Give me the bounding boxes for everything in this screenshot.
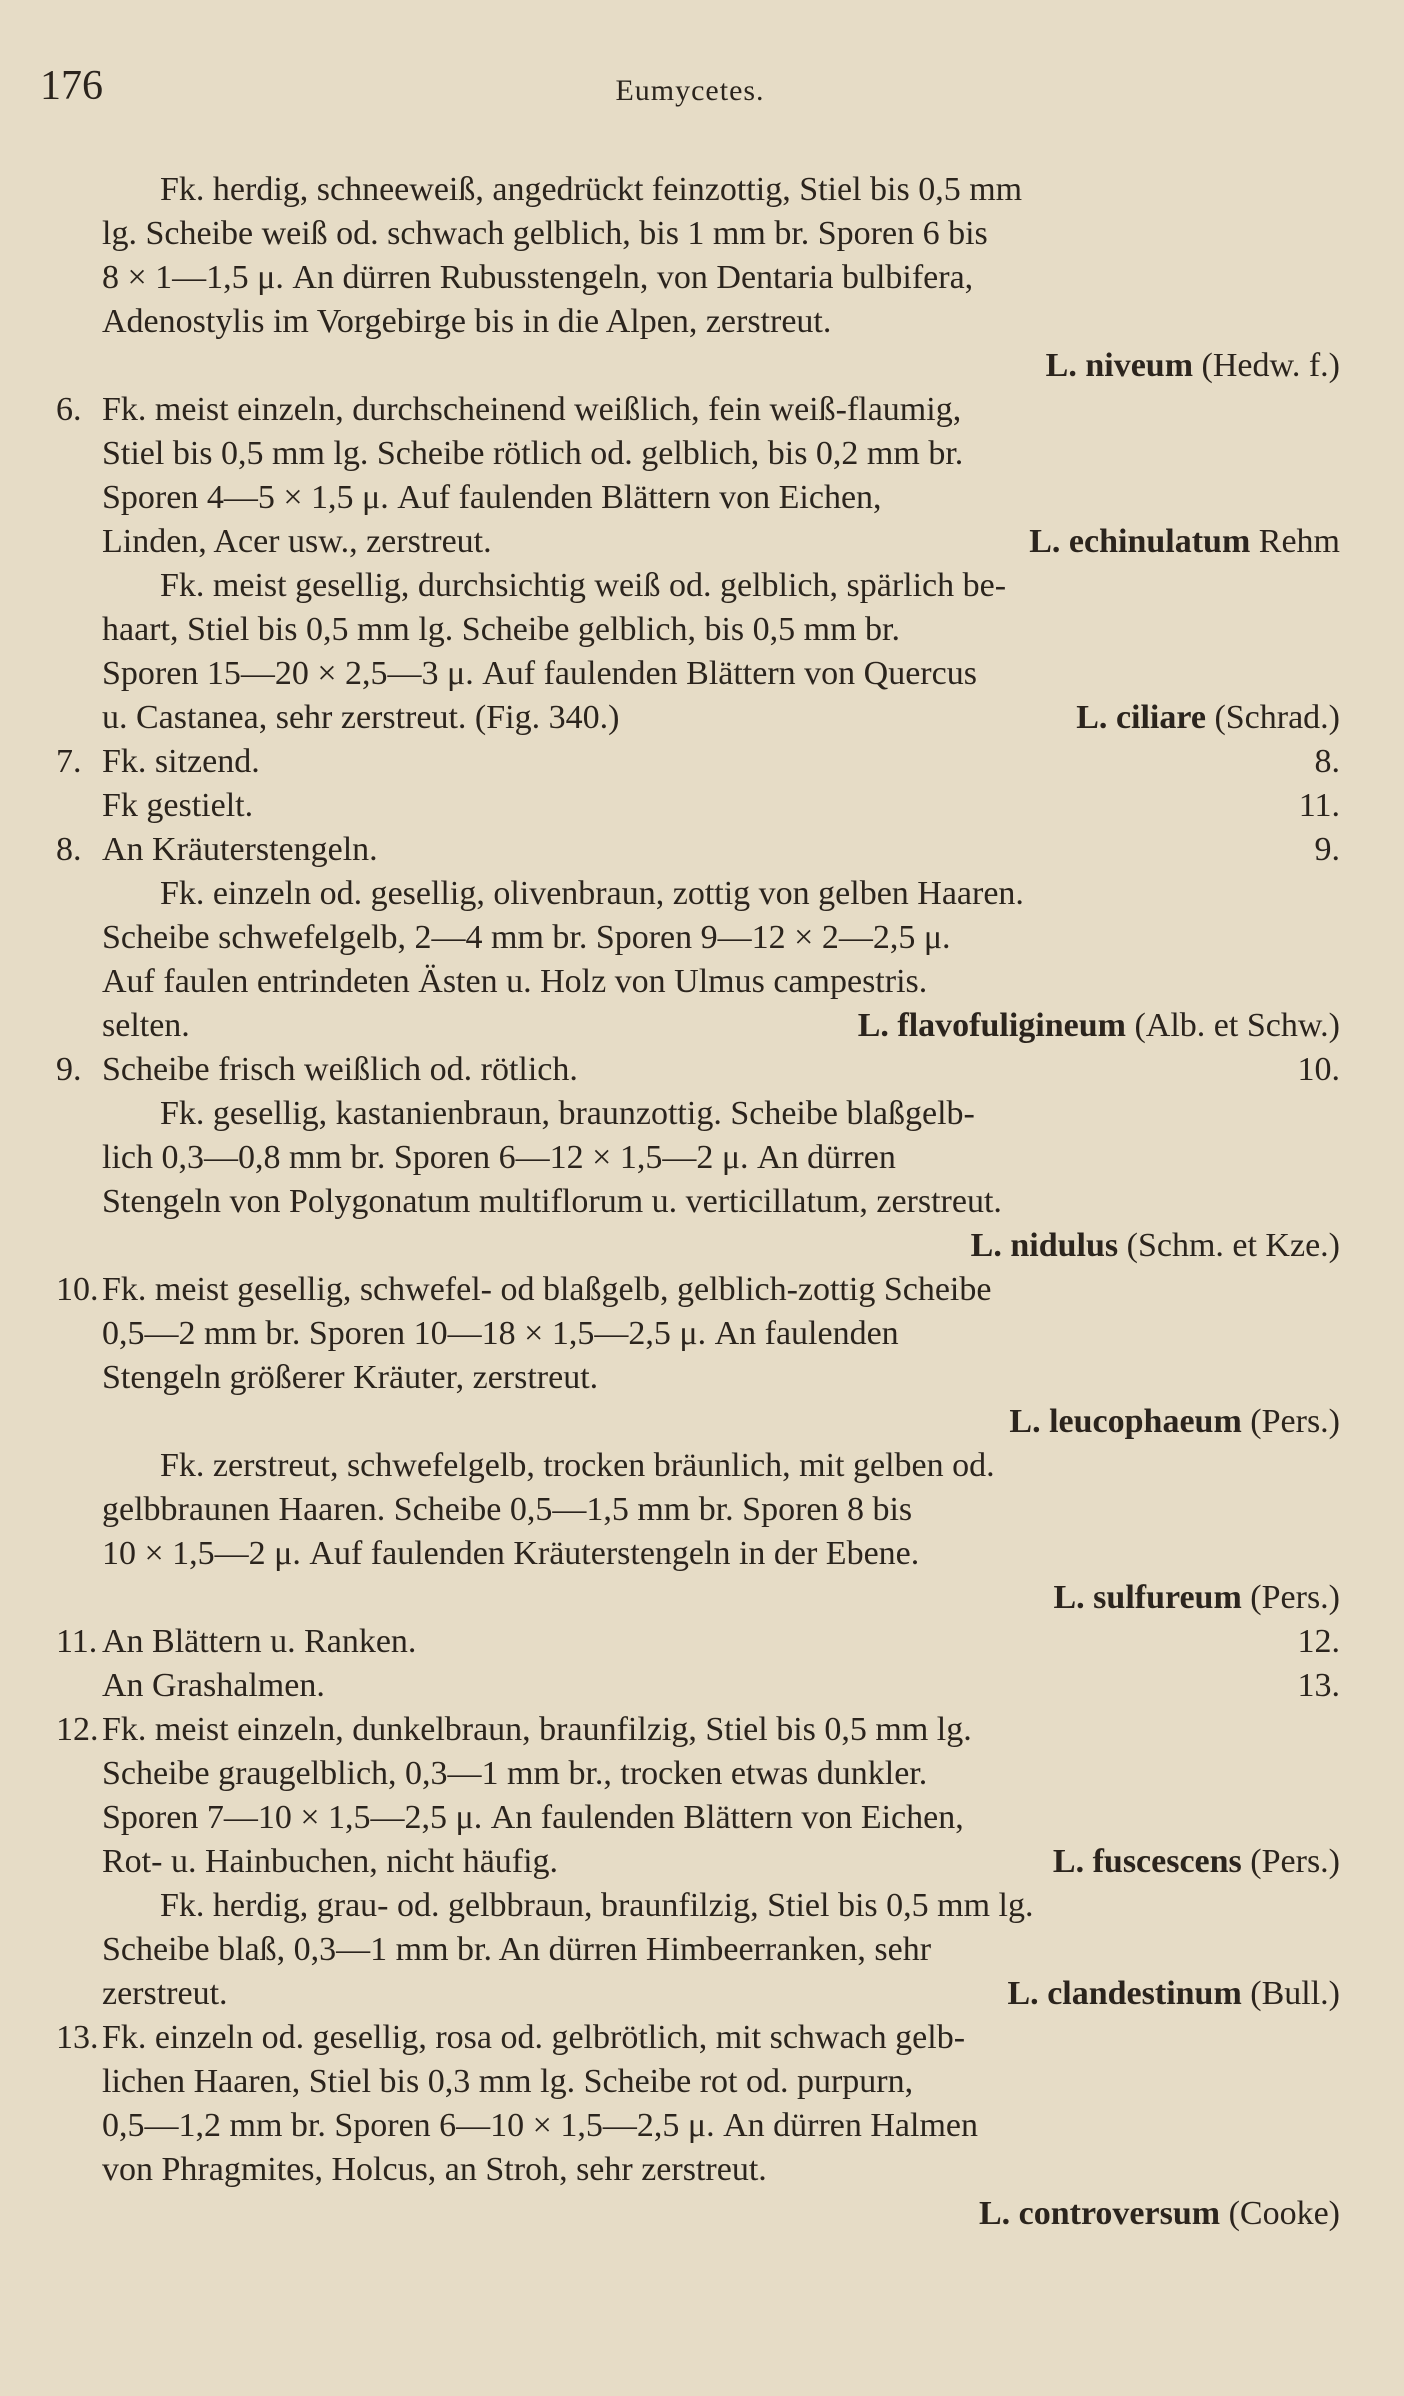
text-line bbox=[56, 1136, 1340, 1180]
species-author: (Schrad.) bbox=[1214, 699, 1340, 736]
line-text: Scheibe graugelblich, 0,3—1 mm br., trocken etwas dunkler. bbox=[102, 1755, 928, 1792]
species-name bbox=[1009, 1403, 1340, 1440]
line-text-wrap bbox=[102, 1268, 1340, 1312]
line-text-wrap bbox=[102, 1708, 1340, 1752]
text-line bbox=[56, 1400, 1340, 1444]
line-text: Fk gestielt. bbox=[102, 787, 254, 824]
line-text-wrap bbox=[102, 1752, 1340, 1796]
line-text-wrap bbox=[102, 1796, 1340, 1840]
species-author: (Alb. et Schw.) bbox=[1134, 1007, 1340, 1044]
text-line bbox=[56, 1796, 1340, 1840]
line-text: gelbbraunen Haaren. Scheibe 0,5—1,5 mm br. Sporen 8 bis bbox=[102, 1491, 913, 1528]
key-number: 9. bbox=[56, 1051, 82, 1088]
text-with-species bbox=[102, 696, 1340, 740]
genus-abbrev: L. bbox=[1009, 1403, 1041, 1440]
text-line bbox=[56, 652, 1340, 696]
line-text-wrap bbox=[102, 608, 1340, 652]
line-text: An Kräuterstengeln. bbox=[102, 831, 378, 868]
line-text: An Blättern u. Ranken. bbox=[102, 1623, 417, 1660]
text-line bbox=[56, 2148, 1340, 2192]
text-with-species bbox=[102, 1004, 1340, 1048]
text-with-species bbox=[102, 1972, 1340, 2016]
line-text: Fk. einzeln od. gesellig, olivenbraun, zottig von gelben Haaren. bbox=[160, 875, 1024, 912]
key-number: 7. bbox=[56, 743, 82, 780]
line-text-wrap bbox=[102, 2104, 1340, 2148]
line-text-wrap bbox=[102, 388, 1340, 432]
line-text-wrap bbox=[102, 256, 1340, 300]
text-line bbox=[56, 1356, 1340, 1400]
line-text: haart, Stiel bis 0,5 mm lg. Scheibe gelblich, bis 0,5 mm br. bbox=[102, 611, 900, 648]
line-text-wrap bbox=[102, 1928, 1340, 1972]
line-text-wrap bbox=[102, 916, 1340, 960]
key-number: 12. bbox=[56, 1711, 99, 1748]
genus-abbrev: L. bbox=[1029, 523, 1061, 560]
line-text: Auf faulen entrindeten Ästen u. Holz von Ulmus campestris. bbox=[102, 963, 928, 1000]
genus-abbrev: L. bbox=[1052, 1843, 1085, 1880]
text-line bbox=[56, 1092, 1340, 1136]
line-text: Sporen 7—10 × 1,5—2,5 μ. An faulenden Blättern von Eichen, bbox=[102, 1799, 964, 1836]
line-text-wrap bbox=[102, 960, 1340, 1004]
line-text: Sporen 15—20 × 2,5—3 μ. Auf faulenden Blättern von Quercus bbox=[102, 655, 977, 692]
line-text-wrap bbox=[160, 564, 1340, 608]
line-text: Fk. meist einzeln, dunkelbraun, braunfilzig, Stiel bis 0,5 mm lg. bbox=[102, 1711, 972, 1748]
genus-abbrev: L. bbox=[1076, 699, 1108, 736]
species-epithet: controversum bbox=[1018, 2195, 1221, 2232]
text-line bbox=[56, 256, 1340, 300]
line-text: Adenostylis im Vorgebirge bis in die Alpen, zerstreut. bbox=[102, 303, 832, 340]
line-text-wrap bbox=[102, 1664, 1340, 1708]
line-text: von Phragmites, Holcus, an Stroh, sehr zerstreut. bbox=[102, 2151, 767, 2188]
line-text: lg. Scheibe weiß od. schwach gelblich, bis 1 mm br. Sporen 6 bis bbox=[102, 215, 988, 252]
line-text-wrap bbox=[102, 1488, 1340, 1532]
line-text: zerstreut. bbox=[102, 1975, 228, 2012]
species-epithet: nidulus bbox=[1010, 1227, 1119, 1264]
line-text: Linden, Acer usw., zerstreut. bbox=[102, 523, 492, 560]
species-epithet: clandestinum bbox=[1047, 1975, 1242, 2012]
text-line bbox=[56, 344, 1340, 388]
line-text: An Grashalmen. bbox=[102, 1667, 325, 1704]
line-text-wrap bbox=[102, 1312, 1340, 1356]
text-line bbox=[56, 564, 1340, 608]
species-name bbox=[1046, 347, 1340, 384]
line-text: selten. bbox=[102, 1007, 190, 1044]
text-line bbox=[56, 740, 1340, 784]
species-name-line bbox=[102, 1400, 1340, 1444]
text-line bbox=[56, 1268, 1340, 1312]
species-name-line bbox=[102, 1576, 1340, 1620]
key-reference: 11. bbox=[1298, 787, 1340, 824]
text-line bbox=[56, 696, 1340, 740]
line-text: Stengeln von Polygonatum multiflorum u. verticillatum, zerstreut. bbox=[102, 1183, 1002, 1220]
page-header bbox=[40, 62, 1340, 112]
line-text: lich 0,3—0,8 mm br. Sporen 6—12 × 1,5—2 μ. An dürren bbox=[102, 1139, 896, 1176]
text-line bbox=[56, 1576, 1340, 1620]
species-epithet: leucophaeum bbox=[1049, 1403, 1242, 1440]
page-body bbox=[56, 168, 1340, 2236]
line-text: Sporen 4—5 × 1,5 μ. Auf faulenden Blättern von Eichen, bbox=[102, 479, 882, 516]
species-author: (Schm. et Kze.) bbox=[1126, 1227, 1340, 1264]
species-author: Rehm bbox=[1258, 523, 1340, 560]
text-line bbox=[56, 1972, 1340, 2016]
genus-abbrev: L. bbox=[970, 1227, 1002, 1264]
line-text: Fk. herdig, schneeweiß, angedrückt feinzottig, Stiel bis 0,5 mm bbox=[160, 171, 1023, 208]
key-number: 10. bbox=[56, 1271, 99, 1308]
text-line bbox=[56, 1884, 1340, 1928]
line-text-wrap bbox=[160, 1092, 1340, 1136]
key-reference: 8. bbox=[1314, 743, 1340, 780]
line-text: 0,5—1,2 mm br. Sporen 6—10 × 1,5—2,5 μ. An dürren Halmen bbox=[102, 2107, 978, 2144]
text-line bbox=[56, 1224, 1340, 1268]
line-text: lichen Haaren, Stiel bis 0,3 mm lg. Scheibe rot od. purpurn, bbox=[102, 2063, 914, 2100]
text-line bbox=[56, 2192, 1340, 2236]
line-text: Scheibe frisch weißlich od. rötlich. bbox=[102, 1051, 578, 1088]
line-text: Fk. meist einzeln, durchscheinend weißlich, fein weiß-flaumig, bbox=[102, 391, 962, 428]
text-line bbox=[56, 1840, 1340, 1884]
species-name-line bbox=[102, 1224, 1340, 1268]
line-text: Rot- u. Hainbuchen, nicht häufig. bbox=[102, 1843, 559, 1880]
line-text-wrap bbox=[102, 2016, 1340, 2060]
key-number: 8. bbox=[56, 831, 82, 868]
species-author: (Cooke) bbox=[1228, 2195, 1340, 2232]
text-line bbox=[56, 1752, 1340, 1796]
text-line bbox=[56, 1532, 1340, 1576]
key-reference: 9. bbox=[1314, 831, 1340, 868]
text-with-species bbox=[102, 520, 1340, 564]
text-line bbox=[56, 520, 1340, 564]
text-line bbox=[56, 432, 1340, 476]
species-author: (Pers.) bbox=[1250, 1843, 1340, 1880]
text-line bbox=[56, 168, 1340, 212]
species-epithet: echinulatum bbox=[1068, 523, 1251, 560]
species-epithet: fuscescens bbox=[1092, 1843, 1242, 1880]
text-line bbox=[56, 388, 1340, 432]
genus-abbrev: L. bbox=[978, 2195, 1011, 2232]
line-text-wrap bbox=[102, 1048, 1340, 1092]
line-text-wrap bbox=[160, 1884, 1340, 1928]
text-line bbox=[56, 1664, 1340, 1708]
line-text-wrap bbox=[102, 1620, 1340, 1664]
species-name bbox=[1008, 1972, 1341, 2016]
line-text: Stiel bis 0,5 mm lg. Scheibe rötlich od. gelblich, bis 0,2 mm br. bbox=[102, 435, 964, 472]
line-text-wrap bbox=[102, 2060, 1340, 2104]
line-text-wrap bbox=[160, 1444, 1340, 1488]
line-text-wrap bbox=[102, 828, 1340, 872]
species-name bbox=[979, 2195, 1340, 2232]
line-text: Fk. zerstreut, schwefelgelb, trocken bräunlich, mit gelben od. bbox=[160, 1447, 995, 1484]
species-name-line bbox=[102, 2192, 1340, 2236]
text-line bbox=[56, 784, 1340, 828]
line-text: 0,5—2 mm br. Sporen 10—18 × 1,5—2,5 μ. An faulenden bbox=[102, 1315, 899, 1352]
species-epithet: flavofuligineum bbox=[897, 1007, 1126, 1044]
species-author: (Bull.) bbox=[1250, 1975, 1340, 2012]
key-reference: 10. bbox=[1297, 1051, 1340, 1088]
line-text: Fk. einzeln od. gesellig, rosa od. gelbrötlich, mit schwach gelb- bbox=[102, 2019, 966, 2056]
species-author: (Hedw. f.) bbox=[1201, 347, 1340, 384]
text-line bbox=[56, 300, 1340, 344]
text-line bbox=[56, 1444, 1340, 1488]
key-number: 6. bbox=[56, 391, 82, 428]
text-line bbox=[56, 960, 1340, 1004]
line-text: Fk. meist gesellig, durchsichtig weiß od. gelblich, spärlich be- bbox=[160, 567, 1007, 604]
line-text-wrap bbox=[102, 1356, 1340, 1400]
species-name bbox=[1076, 696, 1340, 740]
species-name bbox=[1053, 1840, 1340, 1884]
text-line bbox=[56, 212, 1340, 256]
genus-abbrev: L. bbox=[857, 1007, 889, 1044]
text-line bbox=[56, 1620, 1340, 1664]
text-line bbox=[56, 916, 1340, 960]
text-line bbox=[56, 2016, 1340, 2060]
species-name bbox=[971, 1227, 1340, 1264]
line-text-wrap bbox=[160, 872, 1340, 916]
species-name bbox=[858, 1004, 1340, 1048]
line-text: Fk. gesellig, kastanienbraun, braunzottig. Scheibe blaßgelb- bbox=[160, 1095, 975, 1132]
species-epithet: sulfureum bbox=[1093, 1579, 1242, 1616]
line-text: 8 × 1—1,5 μ. An dürren Rubusstengeln, von Dentaria bulbifera, bbox=[102, 259, 974, 296]
line-text-wrap bbox=[102, 212, 1340, 256]
text-line bbox=[56, 608, 1340, 652]
species-name bbox=[1053, 1579, 1340, 1616]
text-line bbox=[56, 1004, 1340, 1048]
line-text-wrap bbox=[160, 168, 1340, 212]
line-text-wrap bbox=[102, 784, 1340, 828]
text-with-species bbox=[102, 1840, 1340, 1884]
species-name-line bbox=[102, 344, 1340, 388]
line-text: Scheibe schwefelgelb, 2—4 mm br. Sporen 9—12 × 2—2,5 μ. bbox=[102, 919, 951, 956]
genus-abbrev: L. bbox=[1007, 1975, 1039, 2012]
line-text: Fk. herdig, grau- od. gelbbraun, braunfilzig, Stiel bis 0,5 mm lg. bbox=[160, 1887, 1034, 1924]
line-text: Fk. sitzend. bbox=[102, 743, 260, 780]
text-line bbox=[56, 1488, 1340, 1532]
key-reference: 13. bbox=[1297, 1667, 1340, 1704]
species-epithet: niveum bbox=[1085, 347, 1194, 384]
key-number: 11. bbox=[56, 1623, 98, 1660]
key-reference: 12. bbox=[1297, 1623, 1340, 1660]
line-text: 10 × 1,5—2 μ. Auf faulenden Kräuterstengeln in der Ebene. bbox=[102, 1535, 920, 1572]
line-text: u. Castanea, sehr zerstreut. (Fig. 340.) bbox=[102, 699, 620, 736]
key-number: 13. bbox=[56, 2019, 99, 2056]
text-line bbox=[56, 2104, 1340, 2148]
page-number: 176 bbox=[40, 63, 103, 109]
text-line bbox=[56, 1928, 1340, 1972]
text-line bbox=[56, 1312, 1340, 1356]
line-text-wrap bbox=[102, 740, 1340, 784]
species-author: (Pers.) bbox=[1250, 1579, 1340, 1616]
line-text-wrap bbox=[102, 300, 1340, 344]
line-text-wrap bbox=[102, 652, 1340, 696]
text-line bbox=[56, 476, 1340, 520]
line-text-wrap bbox=[102, 1532, 1340, 1576]
text-line bbox=[56, 2060, 1340, 2104]
line-text-wrap bbox=[102, 1136, 1340, 1180]
species-name bbox=[1029, 520, 1340, 564]
line-text-wrap bbox=[102, 432, 1340, 476]
line-text-wrap bbox=[102, 2148, 1340, 2192]
text-line bbox=[56, 872, 1340, 916]
line-text: Scheibe blaß, 0,3—1 mm br. An dürren Himbeerranken, sehr bbox=[102, 1931, 932, 1968]
text-line bbox=[56, 828, 1340, 872]
text-line bbox=[56, 1180, 1340, 1224]
genus-abbrev: L. bbox=[1045, 347, 1077, 384]
running-title: Eumycetes. bbox=[615, 74, 765, 107]
line-text: Fk. meist gesellig, schwefel- od blaßgelb, gelblich-zottig Scheibe bbox=[102, 1271, 992, 1308]
line-text-wrap bbox=[102, 476, 1340, 520]
species-author: (Pers.) bbox=[1250, 1403, 1340, 1440]
species-epithet: ciliare bbox=[1115, 699, 1206, 736]
line-text: Stengeln größerer Kräuter, zerstreut. bbox=[102, 1359, 599, 1396]
text-line bbox=[56, 1708, 1340, 1752]
line-text-wrap bbox=[102, 1180, 1340, 1224]
genus-abbrev: L. bbox=[1053, 1579, 1085, 1616]
text-line bbox=[56, 1048, 1340, 1092]
